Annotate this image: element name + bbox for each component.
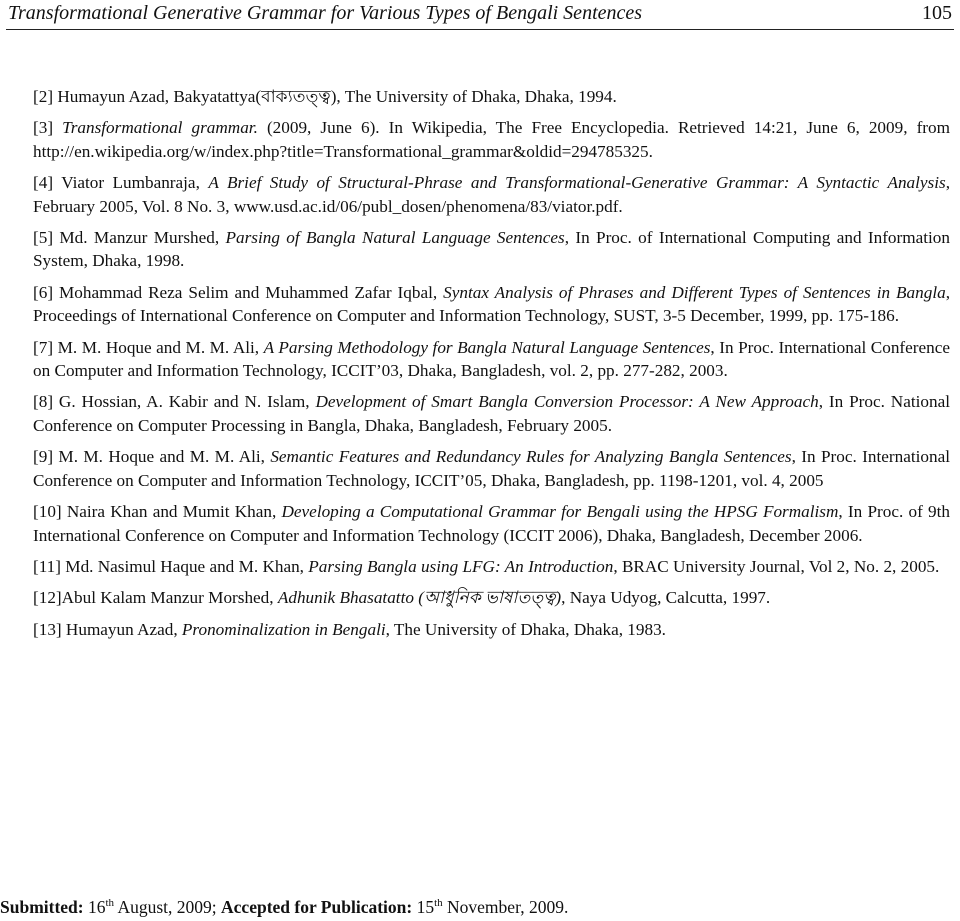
header-divider [6, 29, 954, 30]
reference-text: , In Proc. International Conference on Computer and Information Technology, ICCIT’03, Dhaka, Bangladesh, vol. 2, pp. 277-282, 2003. [33, 337, 950, 381]
accepted-day-suffix: th [434, 897, 443, 909]
reference-text: , Proceedings of International Conference on Computer and Information Technology, SUST, 3-5 December, 1999, pp. 175-186. [33, 282, 950, 326]
reference-title: A Parsing Methodology for Bangla Natural Language Sentences [263, 337, 711, 357]
reference-list [33, 85, 950, 649]
reference-title: Adhunik Bhasatatto (আধুনিক ভাষাতত্ত্ব) [277, 588, 562, 608]
reference-title: Semantic Features and Redundancy Rules for Analyzing Bangla Sentences [270, 447, 792, 467]
reference-text: [7] M. M. Hoque and M. M. Ali, [33, 337, 264, 357]
reference-3 [33, 116, 950, 163]
running-header [8, 0, 952, 26]
reference-text: [5] Md. Manzur Murshed, [33, 228, 226, 248]
reference-title: Parsing Bangla using LFG: An Introduction [308, 556, 614, 576]
reference-text: , February 2005, Vol. 8 No. 3, www.usd.ac.id/06/publ_dosen/phenomena/83/viator.pdf. [33, 173, 951, 216]
page-number: 105 [922, 2, 952, 24]
reference-text: [9] M. M. Hoque and M. M. Ali, [33, 447, 271, 467]
submitted-day: 16 [88, 897, 106, 917]
reference-6 [33, 281, 950, 328]
reference-2 [33, 85, 950, 108]
reference-11 [33, 555, 950, 578]
reference-text: , In Proc. International Conference on Computer and Information Technology, ICCIT’05, Dhaka, Bangladesh, pp. 1198-1201, vol. 4, 2005 [33, 447, 950, 490]
reference-text: [3] [33, 118, 63, 138]
reference-title: Parsing of Bangla Natural Language Sentences [225, 228, 565, 248]
reference-text: [4] Viator Lumbanraja, [33, 173, 209, 193]
accepted-month-year: November, 2009. [442, 897, 569, 917]
accepted-day: 15 [416, 897, 435, 917]
submitted-month-year: August, 2009; [114, 897, 222, 917]
reference-text: , In Proc. National Conference on Computer Processing in Bangla, Dhaka, Bangladesh, February 2005. [33, 392, 950, 435]
reference-text: , In Proc. of 9th International Conference on Computer and Information Technology (ICCIT 2006), Dhaka, Bangladesh, December 2006. [33, 502, 950, 545]
reference-title: Development of Smart Bangla Conversion Processor: A New Approach [315, 392, 819, 412]
reference-12 [33, 586, 950, 609]
submitted-label: Submitted: [0, 897, 84, 917]
submission-dates [0, 895, 568, 919]
reference-9 [33, 445, 950, 492]
reference-text: [11] Md. Nasimul Haque and M. Khan, [33, 556, 309, 576]
reference-text: , BRAC University Journal, Vol 2, No. 2, 2005. [613, 556, 940, 576]
reference-text: , In Proc. of International Computing and Information System, Dhaka, 1998. [33, 228, 950, 271]
reference-4 [33, 171, 950, 218]
accepted-label: Accepted for Publication: [221, 897, 413, 917]
reference-text: [8] G. Hossian, A. Kabir and N. Islam, [33, 392, 316, 412]
reference-10 [33, 500, 950, 547]
reference-text: [12]Abul Kalam Manzur Morshed, [33, 588, 278, 608]
reference-text: (2009, June 6). In Wikipedia, The Free Encyclopedia. Retrieved 14:21, June 6, 2009, from http://en.wikipedia.org/w/index.php?title=Transformational_grammar&oldid=294785325. [33, 118, 950, 161]
reference-text: [2] Humayun Azad, Bakyatattya(বাক্যতত্ত্ব), The University of Dhaka, Dhaka, 1994. [33, 87, 617, 106]
reference-text: , The University of Dhaka, Dhaka, 1983. [385, 619, 666, 639]
reference-13 [33, 618, 950, 641]
reference-5 [33, 226, 950, 273]
reference-text: [6] Mohammad Reza Selim and Muhammed Zafar Iqbal, [33, 282, 444, 302]
running-title: Transformational Generative Grammar for Various Types of Bengali Sentences [8, 2, 643, 24]
reference-title: Syntax Analysis of Phrases and Different Types of Sentences in Bangla [443, 282, 946, 302]
reference-text: [13] Humayun Azad, [33, 619, 182, 639]
reference-7 [33, 336, 950, 383]
reference-8 [33, 390, 950, 437]
reference-title: A Brief Study of Structural-Phrase and Transformational-Generative Grammar: A Syntactic Analysis [208, 173, 946, 193]
reference-title: Developing a Computational Grammar for Bengali using the HPSG Formalism [281, 502, 839, 522]
reference-title: Transformational grammar. [62, 118, 258, 138]
reference-text: , Naya Udyog, Calcutta, 1997. [561, 588, 771, 608]
reference-text: [10] Naira Khan and Mumit Khan, [33, 502, 282, 522]
submitted-day-suffix: th [105, 897, 115, 909]
reference-title: Pronominalization in Bengali [181, 619, 386, 639]
